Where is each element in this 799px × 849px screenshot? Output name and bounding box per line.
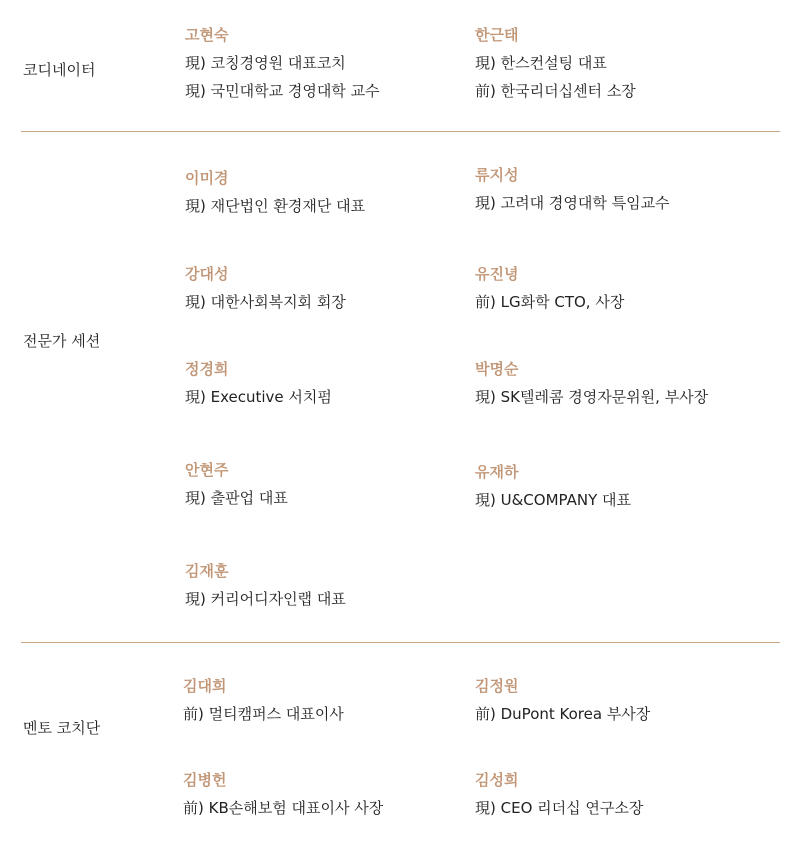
person-card [475, 25, 636, 101]
person-name: 유재하 [475, 463, 519, 481]
section-divider [21, 131, 780, 132]
person-title: 現) 커리어디자인랩 대표 [185, 590, 346, 608]
person-card [475, 359, 708, 407]
person-card [185, 25, 380, 101]
person-name: 이미경 [185, 169, 229, 187]
person-title: 現) 대한사회복지회 회장 [185, 293, 346, 311]
person-card [475, 165, 670, 213]
person-title: 現) 출판업 대표 [185, 489, 288, 507]
person-title: 前) 멀티캠퍼스 대표이사 [183, 705, 344, 723]
person-title: 現) 한스컨설팅 대표 [475, 54, 607, 72]
person-title: 前) 한국리더십센터 소장 [475, 82, 636, 100]
person-name: 정경희 [185, 360, 229, 378]
section-label-mentor-coaches: 멘토 코치단 [23, 719, 101, 737]
person-name: 류지성 [475, 166, 519, 184]
person-name: 유진녕 [475, 265, 519, 283]
section-label-expert-session: 전문가 세션 [23, 332, 101, 350]
person-title: 現) 코칭경영원 대표코치 [185, 54, 346, 72]
person-card [185, 460, 288, 508]
person-card [185, 264, 346, 312]
person-card [475, 676, 650, 724]
person-title: 現) 재단법인 환경재단 대표 [185, 197, 366, 215]
person-name: 박명순 [475, 360, 519, 378]
person-name: 김대희 [183, 677, 227, 695]
person-title: 現) Executive 서치펌 [185, 388, 332, 406]
person-name: 김성희 [475, 771, 519, 789]
person-card [185, 561, 346, 609]
person-title: 前) KB손해보험 대표이사 사장 [183, 799, 384, 817]
person-title: 現) U&COMPANY 대표 [475, 491, 631, 509]
person-title: 現) SK텔레콤 경영자문위원, 부사장 [475, 388, 709, 406]
person-title: 現) CEO 리더십 연구소장 [475, 799, 644, 817]
person-name: 김정원 [475, 677, 519, 695]
person-title: 現) 국민대학교 경영대학 교수 [185, 82, 380, 100]
person-title: 現) 고려대 경영대학 특임교수 [475, 194, 670, 212]
person-card [475, 462, 631, 510]
person-card [475, 770, 643, 818]
person-name: 강대성 [185, 265, 229, 283]
person-card [185, 359, 332, 407]
person-name: 김재훈 [185, 562, 229, 580]
section-label-coordinator: 코디네이터 [23, 61, 96, 79]
person-name: 고현숙 [185, 26, 229, 44]
person-title: 前) LG화학 CTO, 사장 [475, 293, 625, 311]
section-divider [21, 642, 780, 643]
person-name: 한근태 [475, 26, 519, 44]
person-card [183, 676, 344, 724]
person-name: 안현주 [185, 461, 229, 479]
person-card [475, 264, 624, 312]
person-title: 前) DuPont Korea 부사장 [475, 705, 651, 723]
person-card [185, 168, 365, 216]
person-card [183, 770, 383, 818]
person-name: 김병헌 [183, 771, 227, 789]
